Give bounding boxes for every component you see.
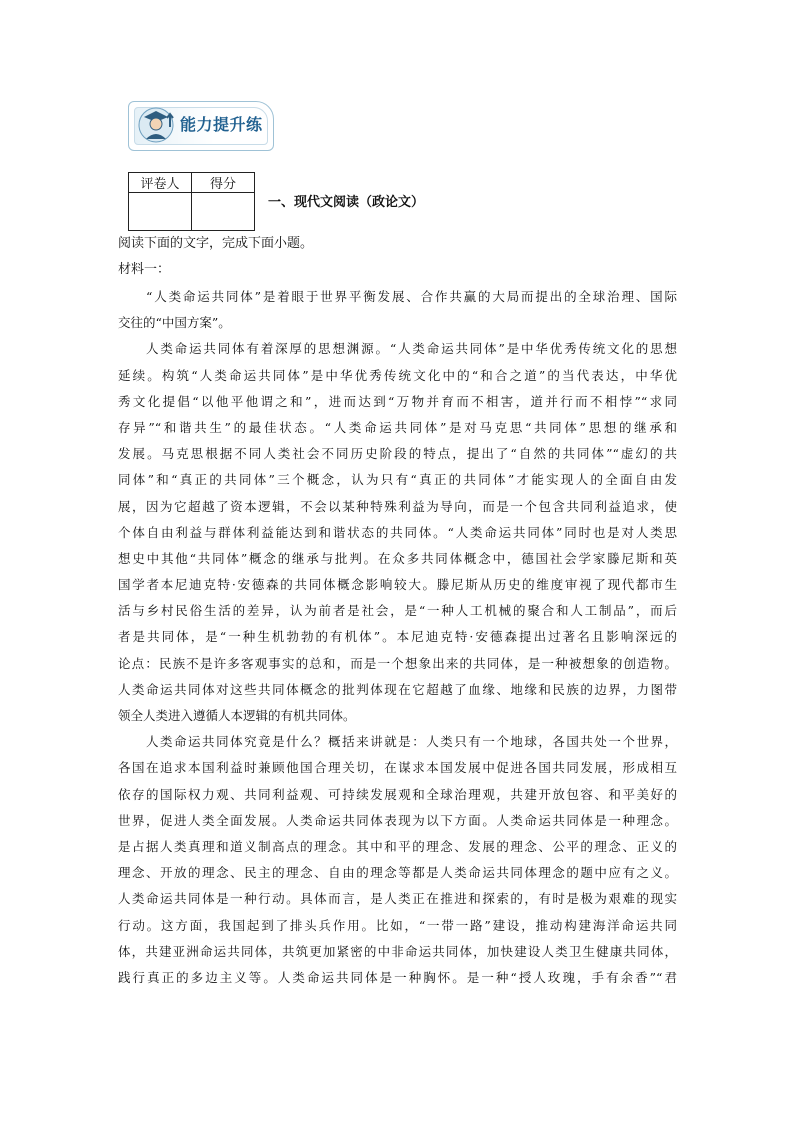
material-label: 材料一： [118, 262, 171, 277]
score-table [128, 172, 255, 231]
paragraph-1-line: “人类命运共同体”是着眼于世界平衡发展、合作共赢的大局而提出的全球治理、国际 [146, 289, 677, 304]
paragraph-2-line: 同体”和“真正的共同体”三个概念，认为只有“真正的共同体”才能实现人的全面自由发 [118, 472, 677, 488]
section-title: 一、现代文阅读（政论文） [268, 195, 425, 210]
paragraph-2-line: 延续。构筑“人类命运共同体”是中华优秀传统文化中的“和合之道”的当代表达，中华优 [118, 367, 677, 383]
article-body [118, 284, 677, 991]
paragraph-2-line: 存异”“和谐共生”的最佳状态。“人类命运共同体”是对马克思“共同体”思想的继承和 [118, 419, 677, 435]
paragraph-3-line: 是占据人类真理和道义制高点的理念。其中和平的理念、发展的理念、公平的理念、正义的 [118, 838, 677, 854]
score-table-header-score: 得分 [192, 173, 255, 193]
paragraph-2-line: 人类命运共同体有着深厚的思想渊源。“人类命运共同体”是中华优秀传统文化的思想 [146, 341, 677, 357]
paragraph-2-line: 个体自由利益与群体利益能达到和谐状态的共同体。“人类命运共同体”同时也是对人类思 [118, 524, 677, 540]
score-table-cell-grader [129, 193, 192, 231]
paragraph-3-line: 依存的国际权力观、共同利益观、可持续发展观和全球治理观，共建开放包容、和平美好的 [118, 786, 677, 802]
paragraph-1-line: 交往的“中国方案”。 [118, 315, 231, 331]
paragraph-2-line: 者是共同体，是“一种生机勃勃的有机体”。本尼迪克特·安德森提出过著名且影响深远的 [118, 629, 677, 645]
student-graduate-icon [138, 105, 178, 145]
paragraph-2-line: 人类命运共同体对这些共同体概念的批判体现在它超越了血缘、地缘和民族的边界，力图带 [118, 681, 677, 697]
paragraph-3-line: 践行真正的多边主义等。人类命运共同体是一种胸怀。是一种“授人玫瑰，手有余香”“君 [118, 969, 677, 985]
paragraph-2-line: 想史中其他“共同体”概念的继承与批判。在众多共同体概念中，德国社会学家滕尼斯和英 [118, 550, 677, 566]
reading-instruction: 阅读下面的文字，完成下面小题。 [118, 236, 314, 251]
paragraph-3-line: 体，共建亚洲命运共同体，共筑更加紧密的中非命运共同体，加快建设人类卫生健康共同体， [118, 943, 677, 959]
paragraph-3-line: 理念、开放的理念、民主的理念、自由的理念等都是人类命运共同体理念的题中应有之义。 [118, 865, 677, 881]
paragraph-3-line: 人类命运共同体究竟是什么？概括来讲就是：人类只有一个地球，各国共处一个世界， [146, 734, 677, 750]
paragraph-3-line: 人类命运共同体是一种行动。具体而言，是人类正在推进和探索的，有时是极为艰难的现实 [118, 891, 677, 907]
paragraph-2-line: 论点：民族不是许多客观事实的总和，而是一个想象出来的共同体，是一种被想象的创造物。 [118, 655, 677, 671]
banner-title: 能力提升练 [180, 115, 263, 134]
paragraph-2-line: 展，因为它超越了资本逻辑，不会以某种特殊利益为导向，而是一个包含共同利益追求，使 [118, 498, 677, 514]
section-banner [128, 101, 274, 151]
paragraph-3-line: 各国在追求本国利益时兼顾他国合理关切，在谋求本国发展中促进各国共同发展，形成相互 [118, 760, 677, 776]
paragraph-3-line: 行动。这方面，我国起到了排头兵作用。比如，“一带一路”建设，推动构建海洋命运共同 [118, 917, 677, 933]
paragraph-2-line: 国学者本尼迪克特·安德森的共同体概念影响较大。滕尼斯从历史的维度审视了现代都市生 [118, 577, 677, 593]
paragraph-2-line: 秀文化提倡“以他平他谓之和”，进而达到“万物并育而不相害，道并行而不相悖”“求同 [118, 393, 677, 409]
score-table-cell-score [192, 193, 255, 231]
paragraph-3-line: 世界，促进人类全面发展。人类命运共同体表现为以下方面。人类命运共同体是一种理念。 [118, 812, 677, 828]
paragraph-2-line: 发展。马克思根据不同人类社会不同历史阶段的特点，提出了“自然的共同体”“虚幻的共 [118, 446, 677, 462]
score-table-header-grader: 评卷人 [129, 173, 192, 193]
paragraph-2-line: 领全人类进入遵循人本逻辑的有机共同体。 [118, 708, 356, 723]
paragraph-2-line: 活与乡村民俗生活的差异，认为前者是社会，是“一种人工机械的聚合和人工制品”，而后 [118, 603, 677, 619]
